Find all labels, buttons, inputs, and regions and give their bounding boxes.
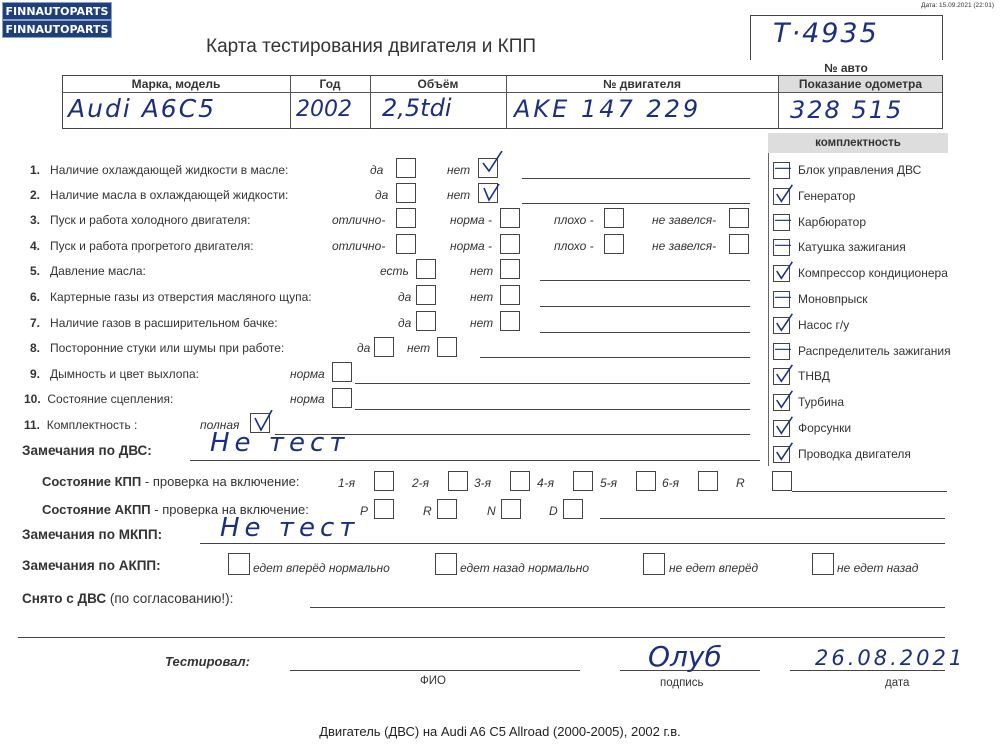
q3-normal-checkbox[interactable]: [500, 208, 520, 228]
mode-label: D: [549, 504, 558, 518]
dash-mark-icon: [770, 163, 796, 179]
completeness-checkbox[interactable]: [773, 317, 790, 334]
completeness-checkbox[interactable]: [773, 239, 790, 256]
question-1: 1. Наличие охлаждающей жидкости в масле:: [30, 163, 289, 177]
gear-label: 6-я: [662, 476, 680, 490]
logo: FINNAUTOPARTS: [2, 2, 112, 20]
q10-normal-label: норма: [290, 392, 325, 406]
q2-no-label: нет: [447, 188, 471, 202]
q6-no-label: нет: [470, 290, 494, 304]
page-title: Карта тестирования двигателя и КПП: [206, 36, 537, 57]
akpp-forward-ok-label: едет вперёд нормально: [253, 561, 390, 575]
engine-number-value: AKE 147 229: [514, 95, 702, 123]
completeness-item-label: Компрессор кондиционера: [798, 266, 948, 281]
completeness-item-label: Турбина: [798, 395, 845, 410]
mode-checkbox[interactable]: [501, 499, 521, 519]
make-label: Марка, модель: [131, 77, 221, 91]
mode-checkbox[interactable]: [374, 499, 394, 519]
akpp-no-forward-checkbox[interactable]: [643, 553, 665, 575]
engine-number-label: № двигателя: [603, 77, 681, 91]
question-3: 3. Пуск и работа холодного двигателя:: [30, 213, 251, 227]
check-mark-icon: [774, 363, 796, 385]
q4-bad-label: плохо -: [554, 239, 594, 253]
check-mark-icon: [774, 389, 796, 411]
q4-not-started-label: не завелся-: [652, 239, 717, 253]
gear-label: 2-я: [412, 476, 430, 490]
akpp-no-forward-label: не едет вперёд: [669, 561, 759, 575]
mode-checkbox[interactable]: [437, 499, 457, 519]
question-6: 6. Картерные газы из отверстия масляного щупа:: [30, 290, 312, 304]
q1-no-checkbox[interactable]: [478, 158, 498, 178]
mode-label: P: [360, 504, 369, 518]
gear-label: R: [736, 476, 745, 490]
completeness-checkbox[interactable]: [773, 420, 790, 437]
dash-mark-icon: [770, 215, 796, 231]
q3-bad-checkbox[interactable]: [604, 208, 624, 228]
tested-label: Тестировал:: [165, 654, 250, 669]
q5-present-label: есть: [380, 264, 409, 278]
check-mark-icon: [480, 182, 504, 206]
q6-no-checkbox[interactable]: [500, 285, 520, 305]
completeness-item-label: Форсунки: [798, 421, 852, 435]
engine-remarks-value: Не тест: [210, 428, 350, 458]
completeness-checkbox[interactable]: [773, 291, 790, 308]
car-number-box: [750, 15, 943, 75]
q6-yes-label: да: [398, 290, 412, 304]
completeness-item-label: Генератор: [798, 188, 856, 203]
volume-label: Объём: [417, 77, 459, 91]
q11-full-label: полная: [200, 418, 240, 432]
odometer-label: Показание одометра: [798, 77, 923, 91]
q8-no-checkbox[interactable]: [437, 337, 457, 357]
completeness-item-label: Катушка зажигания: [798, 240, 906, 255]
q3-not-started-checkbox[interactable]: [729, 208, 749, 228]
dash-mark-icon: [770, 240, 796, 256]
mkpp-remarks-value: Не тест: [220, 513, 360, 543]
q4-normal-label: норма -: [450, 239, 493, 253]
completeness-checkbox[interactable]: [773, 343, 790, 360]
car-number-label: № авто: [824, 61, 868, 75]
q3-excellent-checkbox[interactable]: [396, 208, 416, 228]
dash-mark-icon: [770, 292, 796, 308]
completeness-checkbox[interactable]: [773, 188, 790, 205]
logo-secondary: FINNAUTOPARTS: [2, 20, 112, 38]
date-stamp: Дата: 15.09.2021 (22:01): [921, 2, 994, 9]
completeness-checkbox[interactable]: [773, 265, 790, 282]
year-label: Год: [319, 77, 341, 91]
signature-value: Олуб: [648, 640, 722, 673]
q4-not-started-checkbox[interactable]: [729, 234, 749, 254]
question-11: 11. Комплектность :: [24, 418, 138, 432]
gear-label: 1-я: [338, 476, 356, 490]
mode-checkbox[interactable]: [563, 499, 583, 519]
q7-yes-label: да: [398, 316, 412, 330]
completeness-item-label: Карбюратор: [798, 214, 867, 229]
q3-not-started-label: не завелся-: [652, 213, 717, 227]
check-mark-icon: [774, 260, 796, 282]
q1-yes-checkbox[interactable]: [396, 158, 416, 178]
q2-yes-label: да: [375, 188, 389, 202]
mkpp-remarks-label: Замечания по МКПП:: [22, 527, 163, 542]
question-4: 4. Пуск и работа прогретого двигателя:: [30, 239, 254, 253]
gear-checkbox[interactable]: [510, 471, 530, 491]
engine-remarks-label: Замечания по ДВС:: [22, 443, 152, 458]
gear-label: 3-я: [474, 476, 492, 490]
akpp-forward-ok-checkbox[interactable]: [228, 553, 250, 575]
question-8: 8. Посторонние стуки или шумы при работе:: [30, 341, 285, 355]
q4-excellent-checkbox[interactable]: [396, 234, 416, 254]
akpp-remarks-label: Замечания по АКПП:: [22, 558, 161, 573]
completeness-item-label: ТНВД: [798, 369, 830, 384]
q6-yes-checkbox[interactable]: [416, 285, 436, 305]
gear-checkbox[interactable]: [374, 471, 394, 491]
q3-bad-label: плохо -: [554, 213, 594, 227]
question-2: 2. Наличие масла в охлаждающей жидкости:: [30, 188, 289, 202]
gear-checkbox[interactable]: [698, 471, 718, 491]
akpp-no-backward-label: не едет назад: [837, 561, 919, 575]
volume-value: 2,5tdi: [382, 94, 452, 122]
completeness-checkbox[interactable]: [773, 162, 790, 179]
q2-yes-checkbox[interactable]: [396, 183, 416, 203]
completeness-checkbox[interactable]: [773, 368, 790, 385]
dash-mark-icon: [770, 344, 796, 360]
question-10: 10. Состояние сцепления:: [24, 392, 174, 406]
q2-no-checkbox[interactable]: [478, 183, 498, 203]
check-mark-icon: [774, 312, 796, 334]
completeness-title: комплектность: [768, 133, 948, 153]
fio-label: ФИО: [420, 675, 446, 687]
q4-bad-checkbox[interactable]: [604, 234, 624, 254]
akpp-backward-ok-checkbox[interactable]: [435, 553, 457, 575]
completeness-checkbox[interactable]: [773, 446, 790, 463]
q4-excellent-label: отлично-: [332, 239, 386, 253]
check-mark-icon: [774, 183, 796, 205]
q8-yes-checkbox[interactable]: [374, 337, 394, 357]
question-5: 5. Давление масла:: [30, 264, 146, 278]
q7-no-label: нет: [470, 316, 494, 330]
gear-checkbox[interactable]: [636, 471, 656, 491]
date-label: дата: [885, 677, 910, 689]
q9-normal-label: норма: [290, 367, 325, 381]
gear-checkbox[interactable]: [448, 471, 468, 491]
q4-normal-checkbox[interactable]: [500, 234, 520, 254]
signature-label: подпись: [660, 677, 704, 689]
completeness-item-label: Блок управления ДВС: [798, 163, 922, 177]
q8-no-label: нет: [407, 341, 431, 355]
car-number-value: Т·4935: [773, 18, 879, 49]
gear-label: 4-я: [537, 476, 555, 490]
check-mark-icon: [480, 151, 504, 175]
q9-normal-checkbox[interactable]: [332, 362, 352, 382]
date-value: 26.08.2021: [815, 646, 966, 670]
check-mark-icon: [774, 415, 796, 437]
kpp-label: Состояние КПП - проверка на включение:: [42, 474, 300, 489]
check-mark-icon: [774, 441, 796, 463]
completeness-item-label: Насос г/у: [798, 317, 850, 332]
completeness-checkbox[interactable]: [773, 394, 790, 411]
q10-normal-checkbox[interactable]: [332, 388, 352, 408]
caption: Двигатель (ДВС) на Audi A6 C5 Allroad (2000-2005), 2002 г.в.: [319, 724, 681, 739]
akpp-backward-ok-label: едет назад нормально: [460, 561, 590, 575]
make-value: Audi A6C5: [68, 94, 217, 123]
q5-no-label: нет: [470, 264, 494, 278]
q1-yes-label: да: [370, 163, 384, 177]
q1-no-label: нет: [447, 163, 471, 177]
akpp-no-backward-checkbox[interactable]: [812, 553, 834, 575]
q8-yes-label: да: [357, 341, 371, 355]
question-7: 7. Наличие газов в расширительном бачке:: [30, 316, 278, 330]
q5-no-checkbox[interactable]: [500, 259, 520, 279]
removed-label: Снято с ДВС (по согласованию!):: [22, 591, 234, 606]
q7-yes-checkbox[interactable]: [416, 311, 436, 331]
completeness-item-label: Моновпрыск: [798, 292, 868, 306]
gear-checkbox[interactable]: [573, 471, 593, 491]
odometer-value: 328 515: [790, 96, 904, 124]
completeness-item-label: Проводка двигателя: [798, 446, 911, 461]
completeness-item-label: Распределитель зажигания: [798, 343, 951, 358]
q3-normal-label: норма -: [450, 213, 493, 227]
question-9: 9. Дымность и цвет выхлопа:: [30, 367, 199, 381]
year-value: 2002: [296, 97, 352, 122]
akpp-label: Состояние АКПП - проверка на включение:: [42, 502, 309, 517]
completeness-checkbox[interactable]: [773, 214, 790, 231]
mode-label: R: [423, 504, 432, 518]
mode-label: N: [487, 504, 496, 518]
gear-checkbox[interactable]: [772, 471, 792, 491]
q3-excellent-label: отлично-: [332, 213, 386, 227]
q7-no-checkbox[interactable]: [500, 311, 520, 331]
gear-label: 5-я: [600, 476, 618, 490]
q5-present-checkbox[interactable]: [416, 259, 436, 279]
